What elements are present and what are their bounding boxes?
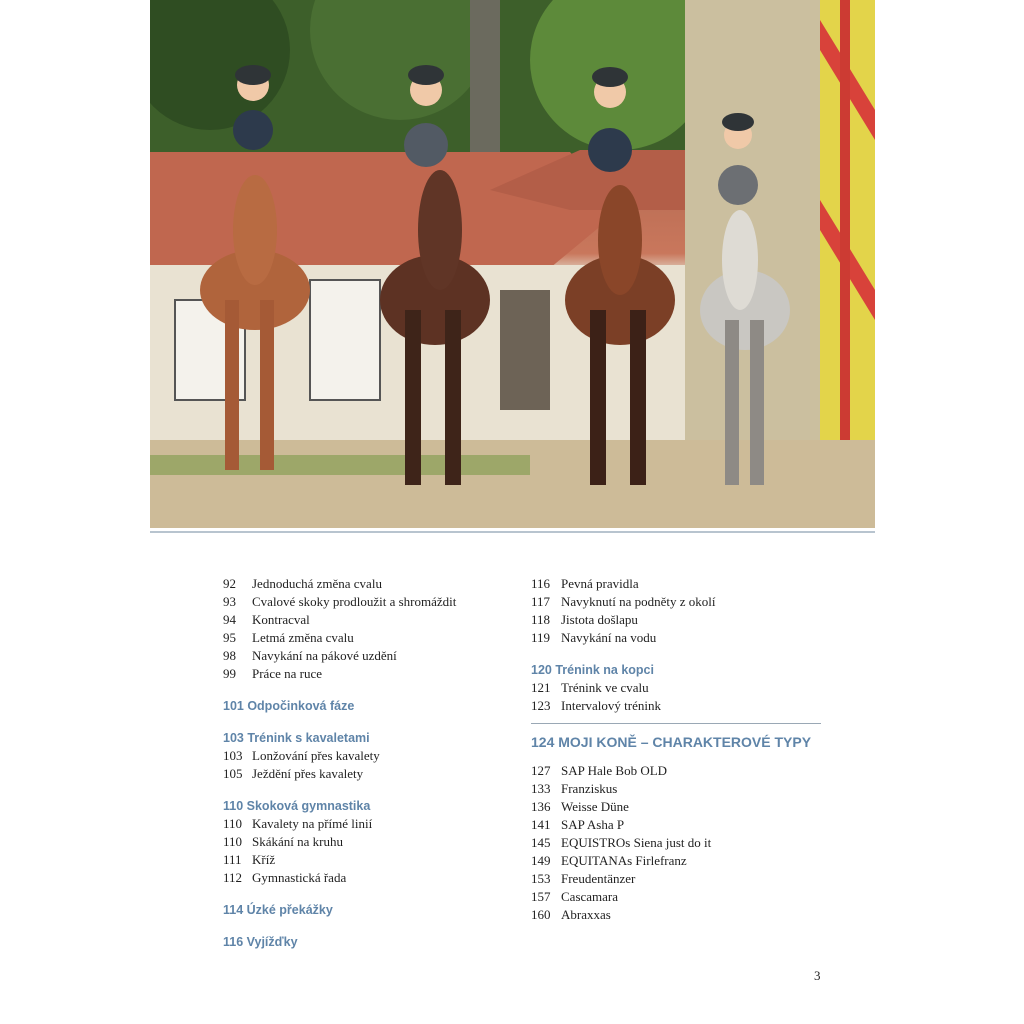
toc-entry-title: Franziskus [561, 781, 618, 796]
toc-entry-title: Trénink ve cvalu [561, 680, 649, 695]
toc-entry[interactable] [223, 765, 513, 783]
toc-entry-page-number: 112 [223, 870, 243, 885]
toc-entry-title: EQUITANAs Firlefranz [561, 853, 687, 868]
toc-entry-title: Kříž [252, 852, 276, 867]
toc-entry[interactable] [223, 629, 513, 647]
toc-entry-title: Weisse Düne [561, 799, 629, 814]
toc-entry[interactable] [531, 762, 821, 780]
toc-spacer [223, 887, 513, 901]
toc-entry[interactable] [223, 851, 513, 869]
toc-entry-title: Pevná pravidla [561, 576, 639, 591]
toc-section-heading[interactable]: 110 Skoková gymnastika [223, 799, 371, 813]
toc-entry[interactable] [223, 593, 513, 611]
toc-right-column [531, 575, 821, 924]
toc-entry[interactable] [531, 697, 821, 715]
toc-entry-title: Freudentänzer [561, 871, 636, 886]
toc-entry-page-number: 123 [531, 698, 551, 713]
toc-entry-title: Kavalety na přímé linií [252, 816, 373, 831]
toc-entry-page-number: 136 [531, 799, 551, 814]
toc-entry[interactable] [531, 798, 821, 816]
toc-entry[interactable] [531, 834, 821, 852]
toc-entry-page-number: 110 [223, 834, 243, 849]
toc-entry-page-number: 103 [223, 748, 243, 763]
toc-section-heading[interactable]: 114 Úzké překážky [223, 903, 333, 917]
toc-section-heading[interactable]: 103 Trénink s kavaletami [223, 731, 370, 745]
toc-entry-page-number: 121 [531, 680, 551, 695]
toc-entry-title: Intervalový trénink [561, 698, 661, 713]
photo-divider-rule [150, 531, 875, 533]
toc-entry-page-number: 127 [531, 763, 551, 778]
toc-entry-title: Lonžování přes kavalety [252, 748, 380, 763]
toc-entry-page-number: 111 [223, 852, 242, 867]
toc-spacer [223, 683, 513, 697]
toc-entry-title: EQUISTROs Siena just do it [561, 835, 712, 850]
toc-entry-page-number: 116 [531, 576, 551, 591]
toc-entry-title: Cascamara [561, 889, 619, 904]
toc-entry[interactable] [531, 611, 821, 629]
toc-entry-title: Skákání na kruhu [252, 834, 343, 849]
toc-entry-page-number: 117 [531, 594, 551, 609]
toc-entry-page-number: 93 [223, 594, 236, 609]
toc-entry-page-number: 92 [223, 576, 236, 591]
toc-entry-title: Ježdění přes kavalety [252, 766, 364, 781]
toc-entry[interactable] [223, 611, 513, 629]
toc-entry[interactable] [223, 647, 513, 665]
toc-entry[interactable] [531, 870, 821, 888]
toc-entry-title: Cvalové skoky prodloužit a shromáždit [252, 594, 457, 609]
toc-entry[interactable] [531, 575, 821, 593]
toc-entry-title: Navykání na pákové uzdění [252, 648, 397, 663]
header-photo-riders-on-horses [150, 0, 875, 528]
toc-entry-page-number: 145 [531, 835, 551, 850]
toc-entry[interactable] [223, 833, 513, 851]
toc-entry-page-number: 105 [223, 766, 243, 781]
toc-entry-title: Gymnastická řada [252, 870, 347, 885]
page-number: 3 [814, 968, 821, 983]
toc-entry-title: Kontracval [252, 612, 310, 627]
toc-entry-page-number: 110 [223, 816, 243, 831]
toc-entry-title: Jednoduchá změna cvalu [252, 576, 382, 591]
toc-left-column [223, 575, 513, 951]
toc-entry-page-number: 149 [531, 853, 551, 868]
toc-entry-page-number: 141 [531, 817, 551, 832]
toc-spacer [223, 783, 513, 797]
toc-entry[interactable] [531, 816, 821, 834]
toc-entry-page-number: 119 [531, 630, 551, 645]
toc-entry[interactable] [531, 593, 821, 611]
toc-entry-page-number: 160 [531, 907, 551, 922]
toc-entry[interactable] [223, 747, 513, 765]
riders-on-horses-illustration [150, 0, 875, 528]
toc-entry-title: Navykání na vodu [561, 630, 657, 645]
toc-entry-page-number: 118 [531, 612, 551, 627]
toc-entry[interactable] [531, 906, 821, 924]
toc-entry-title: Práce na ruce [252, 666, 323, 681]
toc-entry[interactable] [223, 665, 513, 683]
chapter-divider-rule [531, 723, 821, 724]
toc-entry-page-number: 157 [531, 889, 551, 904]
toc-entry-page-number: 99 [223, 666, 236, 681]
toc-entry-page-number: 133 [531, 781, 551, 796]
toc-entry[interactable] [531, 780, 821, 798]
toc-entry-page-number: 95 [223, 630, 236, 645]
toc-spacer [223, 919, 513, 933]
toc-entry[interactable] [531, 852, 821, 870]
toc-entry[interactable] [531, 888, 821, 906]
toc-entry-title: SAP Hale Bob OLD [561, 763, 668, 778]
toc-entry-title: Letmá změna cvalu [252, 630, 354, 645]
toc-chapter-heading[interactable]: 124 MOJI KONĚ – CHARAKTEROVÉ TYPY [531, 734, 812, 750]
toc-entry-title: SAP Asha P [561, 817, 625, 832]
toc-entry[interactable] [531, 629, 821, 647]
toc-entry[interactable] [223, 869, 513, 887]
toc-section-heading[interactable]: 120 Trénink na kopci [531, 663, 654, 677]
toc-spacer [531, 647, 821, 661]
toc-entry[interactable] [223, 815, 513, 833]
toc-entry-page-number: 94 [223, 612, 236, 627]
toc-spacer [223, 715, 513, 729]
toc-entry-page-number: 98 [223, 648, 236, 663]
toc-entry[interactable] [223, 575, 513, 593]
toc-entry-title: Navyknutí na podněty z okolí [561, 594, 716, 609]
toc-section-heading[interactable]: 101 Odpočinková fáze [223, 699, 355, 713]
toc-entry-title: Abraxxas [561, 907, 611, 922]
toc-section-heading[interactable]: 116 Vyjížďky [223, 935, 298, 949]
toc-entry[interactable] [531, 679, 821, 697]
toc-entry-page-number: 153 [531, 871, 551, 886]
toc-entry-title: Jistota došlapu [561, 612, 638, 627]
